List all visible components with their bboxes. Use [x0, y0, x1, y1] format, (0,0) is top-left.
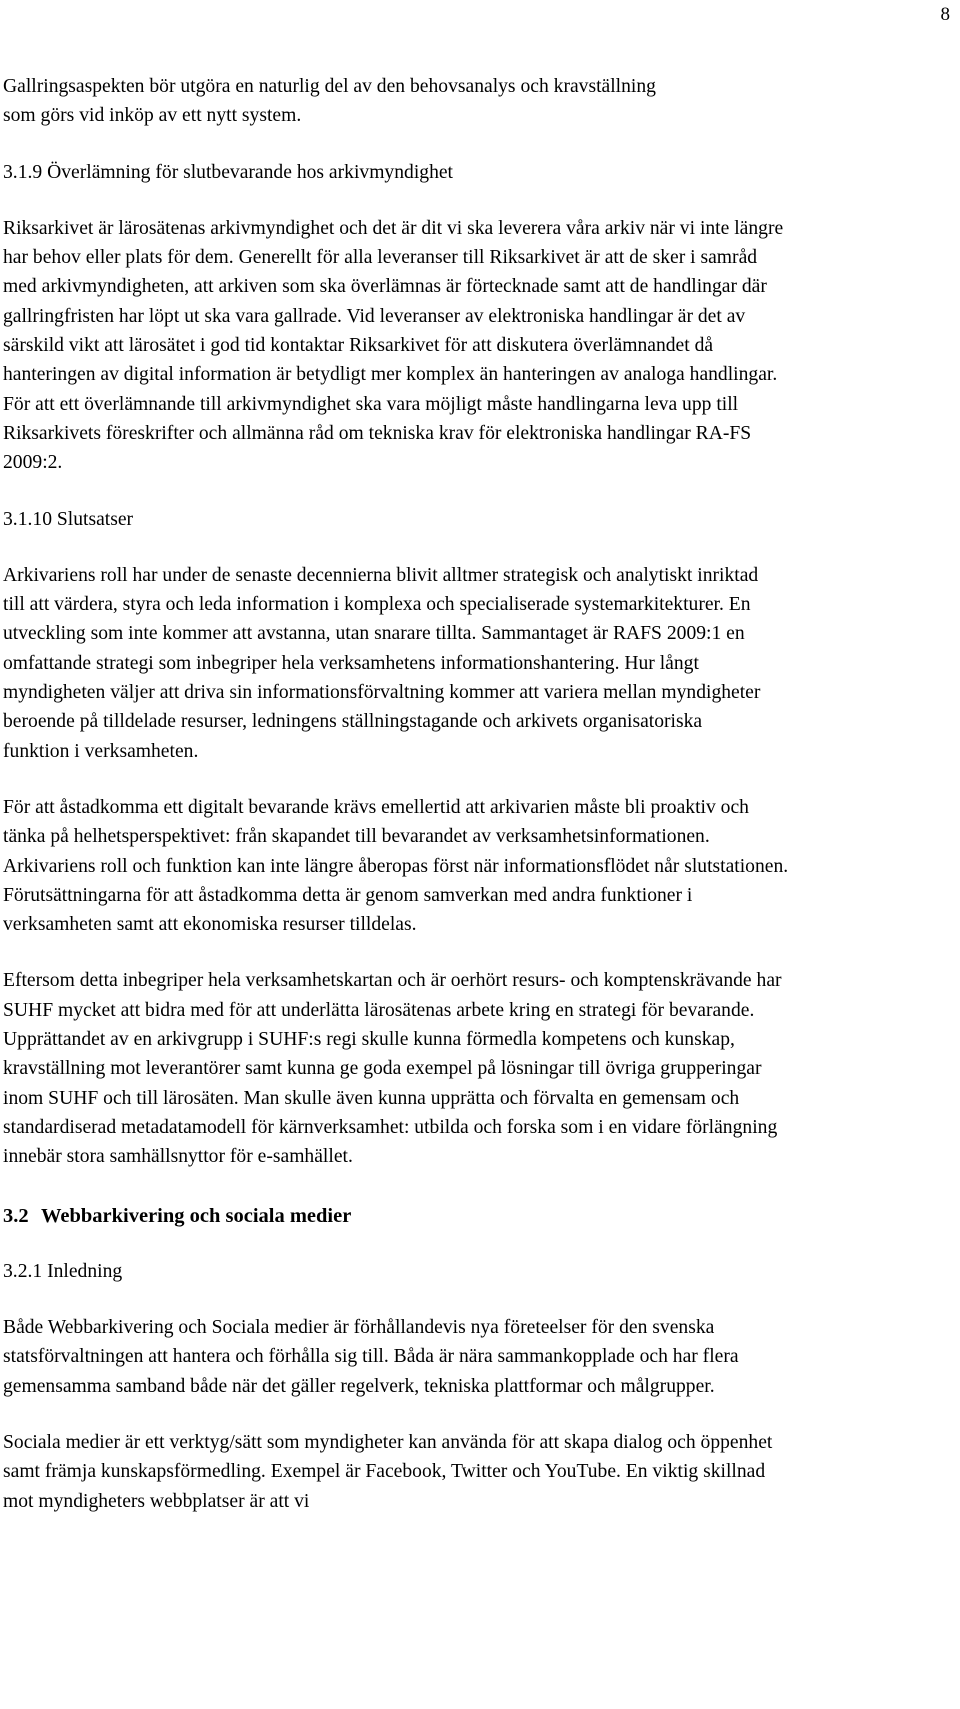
paragraph-suhf: Eftersom detta inbegriper hela verksamhetskartan och är oerhört resurs- och komptenskrävande har SUHF mycket att bidra med för att underlätta lärosätenas arbete kring en strategi för bevarande. Upprättandet av en arkivgrupp i SUHF:s regi skulle kunna förmedla kompetens och kunskap, kravställning mot leverantörer samt kunna ge goda exempel på lösningar till övriga grupperingar inom SUHF och till lärosäten. Man skulle även kunna upprätta och förvalta en gemensam och standardiserad metadatamodell för kärnverksamhet: utbilda och forska som i en vidare förlängning innebär stora samhällsnyttor för e-samhället. — [3, 970, 782, 1168]
paragraph-digitalt-bevarande: För att åstadkomma ett digitalt bevarande krävs emellertid att arkivarien måste bli proaktiv och tänka på helhetsperspektivet: från skapandet till bevarandet av verksamhetsinformationen. Arkivariens roll och funktion kan inte längre åberopas först när informationsflödet når slutstationen. Förutsättningarna för att åstadkomma detta är genom samverkan med andra funktioner i verksamheten samt att ekonomiska resurser tilldelas. — [3, 796, 789, 936]
section-number: 3.2 — [3, 1204, 29, 1227]
paragraph-sociala-medier: Sociala medier är ett verktyg/sätt som myndigheter kan använda för att skapa dialog och öppenhet samt främja kunskapsförmedling. Exempel är Facebook, Twitter och YouTube. En viktig skillnad mot myndigheters webbplatser är att vi — [3, 1431, 773, 1512]
paragraph-inledning: Både Webbarkivering och Sociala medier är förhållandevis nya företeelser för den svenska statsförvaltningen att hantera och förhålla sig till. Båda är nära sammankopplade och har flera gemensamma samband både när det gäller regelverk, tekniska plattformar och målgrupper. — [3, 1317, 739, 1397]
section-heading-3-1-9: 3.1.9 Överlämning för slutbevarande hos arkivmyndighet — [3, 161, 454, 183]
page-number: 8 — [940, 4, 950, 25]
paragraph-arkivariens-roll: Arkivariens roll har under de senaste decennierna blivit alltmer strategisk och analytiskt inriktad till att värdera, styra och leda information i komplexa och specialiserade systemarkitekturer. En utveckling som inte kommer att avstanna, utan snarare tillta. Sammantaget är RAFS 2009:1 en omfattande strategi som inbegriper hela verksamhetens informationshantering. Hur långt myndigheten väljer att driva sin informationsförvaltning kommer att variera mellan myndigheter beroende på tilldelade resurser, ledningens ställningstagande och arkivets organisatoriska funktion i verksamheten. — [3, 564, 761, 762]
section-heading-3-2 — [3, 1202, 953, 1231]
section-heading-3-1-10: 3.1.10 Slutsatser — [3, 508, 134, 530]
paragraph-riksarkivet: Riksarkivet är lärosätenas arkivmyndighet och det är dit vi ska leverera våra arkiv när vi inte längre har behov eller plats för dem. Generellt för alla leveranser till Riksarkivet är att de sker i samråd med arkivmyndigheten, att arkiven som ska överlämnas är förtecknade samt att de handlingar där gallringfristen har löpt ut ska vara gallrade. Vid leveranser av elektroniska handlingar är det av särskild vikt att lärosätet i god tid kontaktar Riksarkivet för att diskutera överlämnandet då hanteringen av digital information är betydligt mer komplex än hanteringen av analoga handlingar. För att ett överlämnande till arkivmyndighet ska vara möjligt måste handlingarna leva upp till Riksarkivets föreskrifter och allmänna råd om tekniska krav för elektroniska handlingar RA-FS 2009:2. — [3, 217, 784, 474]
document-body — [3, 72, 953, 1516]
section-heading-3-2-1: 3.2.1 Inledning — [3, 1260, 123, 1282]
paragraph-gallring: Gallringsaspekten bör utgöra en naturlig del av den behovsanalys och kravställning som görs vid inköp av ett nytt system. — [3, 76, 656, 127]
section-title: Webbarkivering och sociala medier — [41, 1204, 352, 1227]
